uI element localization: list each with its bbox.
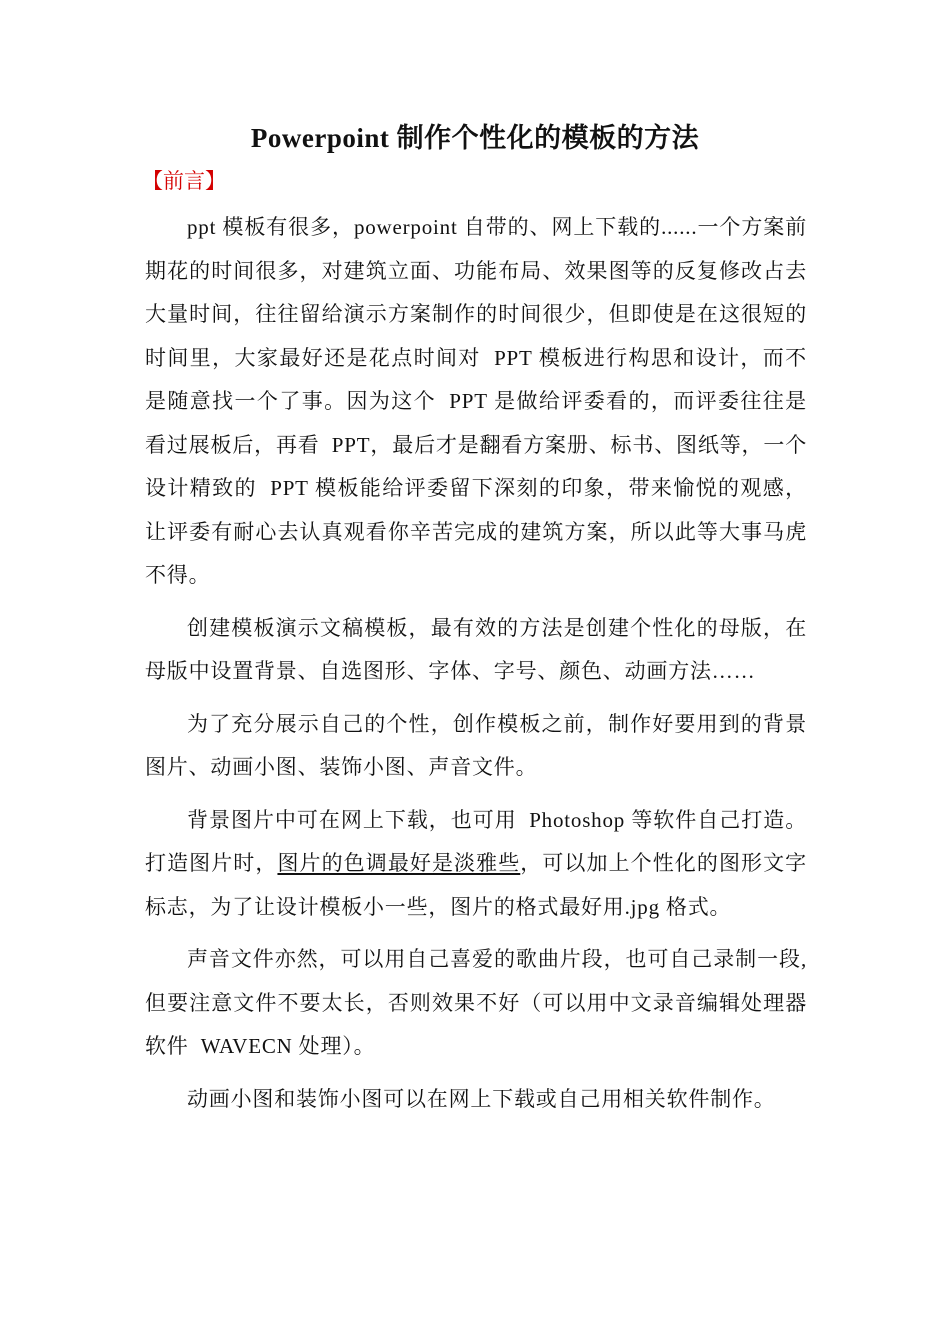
underlined-tip: 图片的色调最好是淡雅些: [277, 851, 521, 875]
document-title: Powerpoint 制作个性化的模板的方法: [250, 123, 700, 153]
paragraph-background-images-end: ，可以加上个性化的图形文字 标志，为了让设计模板小一些，图片的格式最好用.jpg 格式。: [145, 851, 820, 919]
paragraph-ppt-templates: ppt 模板有很多，powerpoint 自带的、网上下载的......一个方案前期花的时间很多，对建筑立面、功能布局、效果图等的反复修改占去大量时间，往往留给演示方案制作的时间很少，但即使是在这很短的时间里，大家最好还是花点时间对 PPT 模板进行构思和设计，而不 是随意找一个了事。因为这个 PPT 是做给评委看的，而评委往往是 看过展板后，再看 PPT，最后才是翻看方案册、标书、图纸等，一个 设计精致的 PPT 模板能给评委留下深刻的印象，带来愉悦的观感， 让评委有耐心去认真观看你辛苦完成的建筑方案，所以此等大事马虎 不得。: [145, 215, 826, 587]
paragraph-small-images: 动画小图和装饰小图可以在网上下载或自己用相关软件制作。: [187, 1086, 776, 1111]
paragraph-background-images-start: 背景图片中可在网上下载，也可用 Photoshop 等软件自己打造。 打造图片时，: [145, 807, 820, 875]
paragraph-background-images: [145, 799, 820, 930]
preface-heading: 【前言】: [142, 169, 226, 193]
paragraph-create-master: 创建模板演示文稿模板，最有效的方法是创建个性化的母版，在母版中设置背景、自选图形、字体、字号、颜色、动画方法……: [145, 615, 807, 683]
paragraph-sound-files: 声音文件亦然，可以用自己喜爱的歌曲片段，也可自己录制一段, 但要注意文件不要太长，否则效果不好（可以用中文录音编辑处理器 软件 WAVECN 处理）。: [145, 947, 820, 1058]
paragraph-prepare-assets: 为了充分展示自己的个性，创作模板之前，制作好要用到的背景图片、动画小图、装饰小图、声音文件。: [145, 711, 807, 779]
body-text: [145, 206, 826, 1130]
